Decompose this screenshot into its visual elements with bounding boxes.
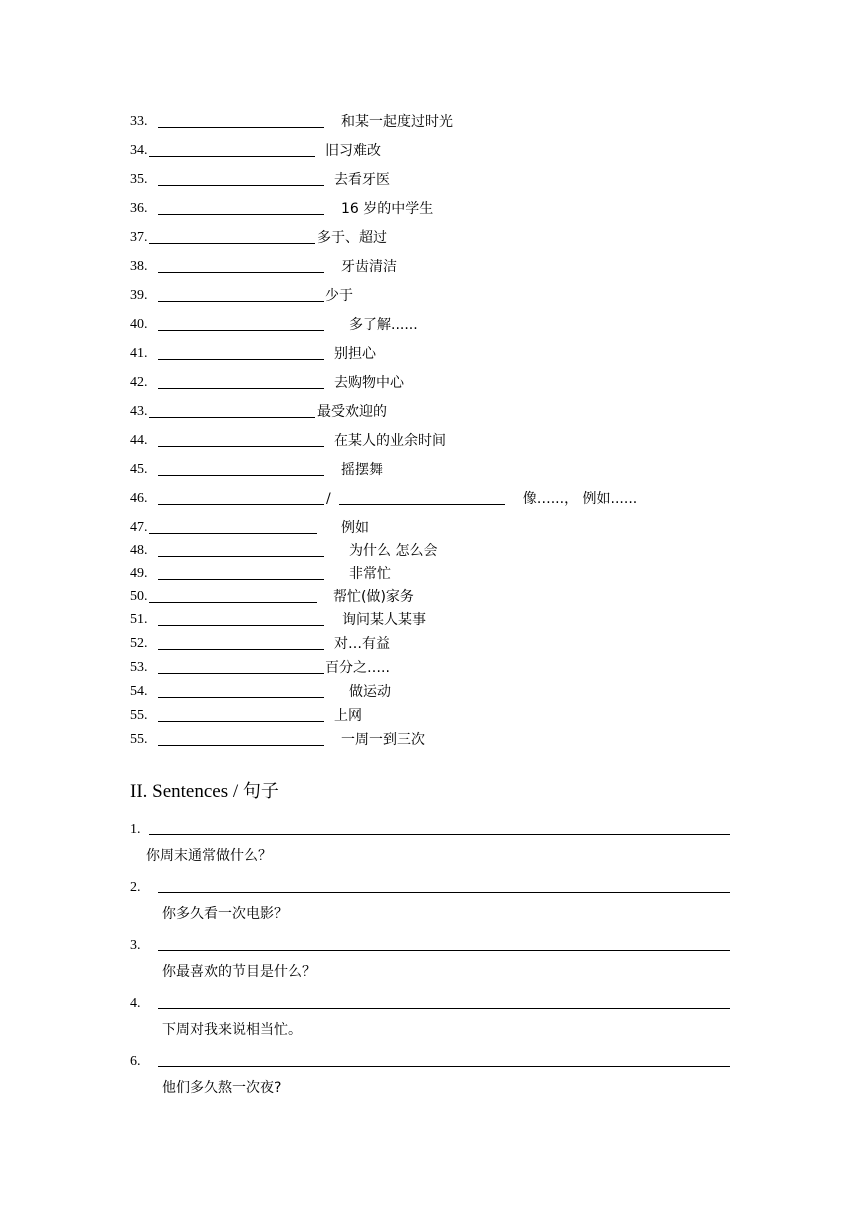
vocab-number: 46. xyxy=(130,491,148,506)
sentence-chinese: 他们多久熬一次夜? xyxy=(162,1080,282,1096)
vocab-row-38 xyxy=(130,255,397,275)
vocab-meaning: 牙齿清洁 xyxy=(341,259,397,275)
sentence-row-2 xyxy=(130,876,730,896)
vocab-row-52 xyxy=(130,632,390,652)
sentence-row-3 xyxy=(130,934,730,954)
vocab-number: 37. xyxy=(130,230,148,245)
vocab-number: 54. xyxy=(130,684,148,699)
sentence-answer-line[interactable] xyxy=(158,878,730,893)
vocab-number: 48. xyxy=(130,543,148,558)
vocab-row-53 xyxy=(130,656,390,676)
vocab-meaning: 一周一到三次 xyxy=(341,732,425,748)
vocab-number: 43. xyxy=(130,404,148,419)
vocab-number: 36. xyxy=(130,201,148,216)
vocab-number: 45. xyxy=(130,462,148,477)
answer-blank[interactable] xyxy=(158,731,324,746)
vocab-row-35 xyxy=(130,168,390,188)
sentence-answer-line[interactable] xyxy=(158,1052,730,1067)
vocab-meaning: 对…有益 xyxy=(334,636,390,652)
sentence-answer-line[interactable] xyxy=(158,936,730,951)
vocab-meaning: 别担心 xyxy=(334,346,376,362)
answer-blank[interactable] xyxy=(158,707,324,722)
vocab-row-36 xyxy=(130,197,433,217)
vocab-meaning: 去看牙医 xyxy=(334,172,390,188)
answer-blank[interactable] xyxy=(149,229,315,244)
vocab-meaning: 非常忙 xyxy=(349,566,391,582)
answer-blank[interactable] xyxy=(158,635,324,650)
vocab-meaning: 多于、超过 xyxy=(317,230,387,246)
answer-blank[interactable] xyxy=(158,374,324,389)
sentence-answer-line[interactable] xyxy=(149,820,730,835)
vocab-meaning: 像…...， 例如...... xyxy=(522,491,638,507)
sentence-number: 1. xyxy=(130,822,141,837)
vocab-row-33 xyxy=(130,110,453,130)
vocab-meaning: 16 岁的中学生 xyxy=(341,201,434,217)
sentence-number: 3. xyxy=(130,938,141,953)
sentence-row-6 xyxy=(130,1050,730,1070)
answer-blank[interactable] xyxy=(158,490,324,505)
sentence-chinese: 下周对我来说相当忙。 xyxy=(162,1022,302,1038)
sentence-chinese: 你最喜欢的节目是什么？ xyxy=(162,964,316,980)
sentence-chinese: 你周末通常做什么？ xyxy=(146,848,272,864)
vocab-row-49 xyxy=(130,562,391,582)
vocab-row-37 xyxy=(130,226,387,246)
answer-blank[interactable] xyxy=(158,200,324,215)
vocab-meaning: 做运动 xyxy=(349,684,391,700)
answer-blank[interactable] xyxy=(158,113,324,128)
vocab-number: 34. xyxy=(130,143,148,158)
sentence-chinese: 你多久看一次电影？ xyxy=(162,906,288,922)
vocab-row-54 xyxy=(130,680,391,700)
answer-blank[interactable] xyxy=(149,519,317,534)
vocab-number: 50. xyxy=(130,589,148,604)
vocab-number: 49. xyxy=(130,566,148,581)
vocab-number: 51. xyxy=(130,612,148,627)
vocab-number: 39. xyxy=(130,288,148,303)
answer-blank[interactable] xyxy=(158,345,324,360)
vocab-meaning: 为什么 怎么会 xyxy=(349,543,438,559)
answer-blank[interactable] xyxy=(149,588,317,603)
answer-blank[interactable] xyxy=(158,461,324,476)
vocab-meaning: 多了解...... xyxy=(349,317,418,333)
vocab-number: 35. xyxy=(130,172,148,187)
vocab-number: 55. xyxy=(130,708,148,723)
vocab-number: 38. xyxy=(130,259,148,274)
vocab-number: 41. xyxy=(130,346,148,361)
vocab-row-45 xyxy=(130,458,383,478)
vocab-row-48 xyxy=(130,539,437,559)
vocab-number: 55. xyxy=(130,732,148,747)
answer-blank[interactable] xyxy=(158,287,324,302)
vocab-meaning: 少于 xyxy=(325,288,353,304)
answer-blank[interactable] xyxy=(158,565,324,580)
answer-blank[interactable] xyxy=(158,432,324,447)
sentence-answer-line[interactable] xyxy=(158,994,730,1009)
vocab-meaning: 帮忙(做)家务 xyxy=(333,589,414,605)
vocab-row-42 xyxy=(130,371,404,391)
vocab-number: 47. xyxy=(130,520,148,535)
vocab-meaning: 百分之….. xyxy=(325,660,390,676)
vocab-number: 33. xyxy=(130,114,148,129)
answer-blank[interactable] xyxy=(158,683,324,698)
answer-blank-second[interactable] xyxy=(339,490,505,505)
vocab-row-41 xyxy=(130,342,376,362)
answer-blank[interactable] xyxy=(158,659,324,674)
vocab-row-40 xyxy=(130,313,418,333)
vocab-row-46 xyxy=(130,487,637,507)
vocab-number: 53. xyxy=(130,660,148,675)
sentence-row-4 xyxy=(130,992,730,1012)
section-heading xyxy=(130,780,279,804)
vocab-meaning: 去购物中心 xyxy=(334,375,404,391)
section-title-chinese: 句子 xyxy=(242,781,279,802)
answer-blank[interactable] xyxy=(158,542,324,557)
vocab-row-50 xyxy=(130,585,414,605)
vocab-number: 52. xyxy=(130,636,148,651)
sentence-number: 2. xyxy=(130,880,141,895)
vocab-row-44 xyxy=(130,429,446,449)
vocab-row-39 xyxy=(130,284,353,304)
vocab-meaning: 和某一起度过时光 xyxy=(341,114,453,130)
vocab-meaning: 旧习难改 xyxy=(325,143,381,159)
vocab-number: 40. xyxy=(130,317,148,332)
vocab-meaning: 上网 xyxy=(334,708,362,724)
vocab-meaning: 例如 xyxy=(341,520,369,536)
answer-blank[interactable] xyxy=(158,171,324,186)
vocab-row-34 xyxy=(130,139,381,159)
section-title-text: II. Sentences / xyxy=(130,781,243,802)
vocab-row-47 xyxy=(130,516,369,536)
answer-blank[interactable] xyxy=(149,403,315,418)
vocab-row-51 xyxy=(130,608,426,628)
vocab-number: 42. xyxy=(130,375,148,390)
vocab-meaning: 在某人的业余时间 xyxy=(334,433,446,449)
sentence-number: 6. xyxy=(130,1054,141,1069)
vocab-row-55a xyxy=(130,704,362,724)
answer-blank[interactable] xyxy=(158,316,324,331)
vocab-number: 44. xyxy=(130,433,148,448)
vocab-meaning: 询问某人某事 xyxy=(342,612,426,628)
vocab-row-43 xyxy=(130,400,387,420)
vocab-row-55b xyxy=(130,728,425,748)
slash-separator: / xyxy=(326,491,331,507)
answer-blank[interactable] xyxy=(158,258,324,273)
sentence-number: 4. xyxy=(130,996,141,1011)
vocab-meaning: 最受欢迎的 xyxy=(317,404,387,420)
sentence-row-1 xyxy=(130,818,730,838)
answer-blank[interactable] xyxy=(158,611,324,626)
vocab-meaning: 摇摆舞 xyxy=(341,462,383,478)
answer-blank[interactable] xyxy=(149,142,315,157)
